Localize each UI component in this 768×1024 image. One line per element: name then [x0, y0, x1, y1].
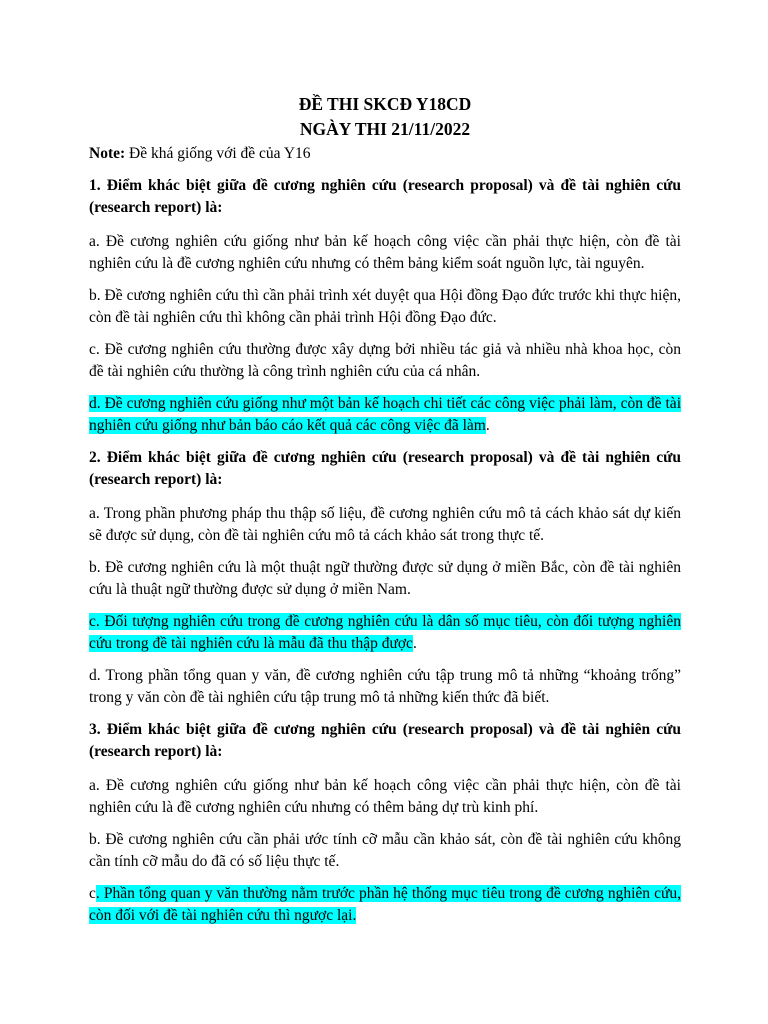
note [89, 143, 681, 165]
answer-option-b: b. Đề cương nghiên cứu cần phải ước tính cỡ mẫu cần khảo sát, còn đề tài nghiên cứu không cần tính cỡ mẫu do đã có số liệu thực tế. [89, 831, 681, 870]
highlighted-answer-text: Đối tượng nghiên cứu trong đề cương nghiên cứu là dân số mục tiêu, còn đối tượng nghiên cứu trong đề tài nghiên cứu là mẫu đã thu thập được [89, 613, 681, 652]
answer-suffix: . [485, 417, 490, 434]
answer-option-b: b. Đề cương nghiên cứu là một thuật ngữ thường được sử dụng ở miền Bắc, còn đề tài nghiên cứu là thuật ngữ thường được sử dụng ở miền Nam. [89, 559, 681, 598]
answer-option-d-correct [89, 393, 681, 437]
note-label: Note: [89, 145, 126, 162]
answer-option-b: b. Đề cương nghiên cứu thì cần phải trình xét duyệt qua Hội đồng Đạo đức trước khi thực hiện, còn đề tài nghiên cứu thì không cần phải trình Hội đồng Đạo đức. [89, 287, 681, 326]
answer-option-a: a. Đề cương nghiên cứu giống như bản kế hoạch công việc cần phải thực hiện, còn đề tài nghiên cứu là đề cương nghiên cứu nhưng có thêm bảng kiểm soát nguồn lực, tài nguyên. [89, 233, 681, 272]
question-title: 2. Điểm khác biệt giữa đề cương nghiên cứu (research proposal) và đề tài nghiên cứu (research report) là: [89, 449, 681, 488]
question-title: 3. Điểm khác biệt giữa đề cương nghiên cứu (research proposal) và đề tài nghiên cứu (research report) là: [89, 721, 681, 760]
highlighted-answer-prefix: d. [89, 395, 101, 412]
answer-option-c-correct [89, 611, 681, 655]
highlighted-answer-text: . Phần tổng quan y văn thường nằm trước phần hệ thống mục tiêu trong đề cương nghiên cứu, còn đối với đề tài nghiên cứu thì ngược lại [89, 885, 681, 924]
exam-date: NGÀY THI 21/11/2022 [299, 119, 471, 139]
answer-option-c-correct [89, 883, 681, 927]
highlighted-answer-text: Đề cương nghiên cứu giống như một bản kế hoạch chi tiết các công việc phải làm, còn đề tài nghiên cứu giống như bản báo cáo kết quả các công việc đã làm [89, 395, 681, 434]
document-page [89, 92, 681, 937]
answer-option-a: a. Đề cương nghiên cứu giống như bản kế hoạch công việc cần phải thực hiện, còn đề tài nghiên cứu là đề cương nghiên cứu nhưng có thêm bảng dự trù kinh phí. [89, 777, 681, 816]
note-text: Đề khá giống với đề của Y16 [125, 145, 311, 162]
answer-prefix: c [89, 885, 96, 902]
question-3 [89, 719, 681, 927]
highlighted-answer-prefix: c. [89, 613, 100, 630]
question-1 [89, 175, 681, 437]
question-2 [89, 447, 681, 709]
answer-suffix: . [412, 635, 417, 652]
answer-option-c: c. Đề cương nghiên cứu thường được xây dựng bởi nhiều tác giả và nhiều nhà khoa học, còn đề tài nghiên cứu thường là công trình nghiên cứu của cá nhân. [89, 341, 681, 380]
question-title: 1. Điểm khác biệt giữa đề cương nghiên cứu (research proposal) và đề tài nghiên cứu (research report) là: [89, 177, 681, 216]
answer-option-d: d. Trong phần tổng quan y văn, đề cương nghiên cứu tập trung mô tả những “khoảng trống” trong y văn còn đề tài nghiên cứu tập trung mô tả những kiến thức đã biết. [89, 667, 681, 706]
answer-option-a: a. Trong phần phương pháp thu thập số liệu, đề cương nghiên cứu mô tả cách khảo sát dự kiến sẽ được sử dụng, còn đề tài nghiên cứu mô tả cách khảo sát trong thực tế. [89, 505, 681, 544]
highlighted-answer-suffix: . [352, 907, 357, 924]
exam-title: ĐỀ THI SKCĐ Y18CD [298, 94, 472, 114]
